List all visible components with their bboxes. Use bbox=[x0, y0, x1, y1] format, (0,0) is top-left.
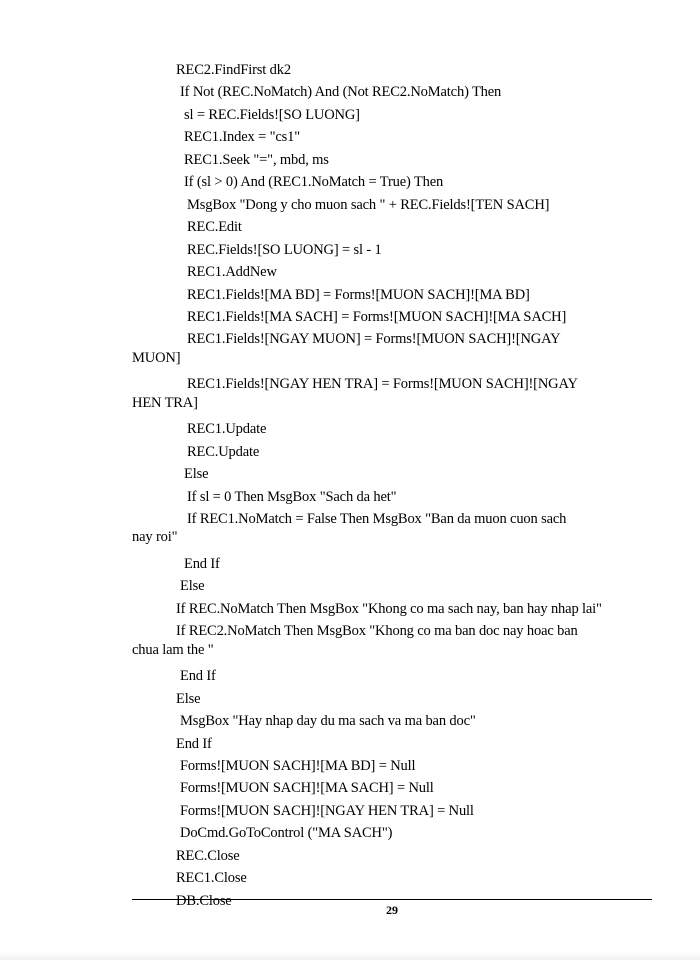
code-line: REC1.Index = "cs1" bbox=[184, 129, 300, 146]
code-line: Else bbox=[180, 578, 205, 595]
code-line: If REC1.NoMatch = False Then MsgBox "Ban da muon cuon sach bbox=[187, 511, 567, 527]
code-line: REC.Update bbox=[187, 443, 260, 460]
code-line: REC.Close bbox=[176, 847, 240, 864]
code-line-continuation: HEN TRA] bbox=[132, 394, 198, 411]
code-line: MsgBox "Hay nhap day du ma sach va ma ban doc" bbox=[180, 713, 476, 730]
code-line: REC1.Close bbox=[176, 870, 247, 887]
code-line: DoCmd.GoToControl ("MA SACH") bbox=[180, 825, 393, 842]
code-line: REC1.Fields![MA SACH] = Forms![MUON SACH]![MA SACH] bbox=[187, 308, 567, 325]
code-line: If Not (REC.NoMatch) And (Not REC2.NoMatch) Then bbox=[180, 84, 502, 101]
code-line: If REC2.NoMatch Then MsgBox "Khong co ma ban doc nay hoac ban bbox=[176, 623, 578, 640]
code-line: DB.Close bbox=[176, 892, 232, 909]
code-line-continuation: nay roi" bbox=[132, 529, 178, 546]
code-line: REC.Fields![SO LUONG] = sl - 1 bbox=[187, 241, 382, 258]
code-line: MsgBox "Dong y cho muon sach " + REC.Fields![TEN SACH] bbox=[187, 196, 550, 213]
code-line: If sl = 0 Then MsgBox "Sach da het" bbox=[187, 488, 397, 505]
code-line: REC1.Seek "=", mbd, ms bbox=[184, 151, 329, 168]
code-line: Forms![MUON SACH]![MA BD] = Null bbox=[180, 757, 416, 774]
code-line: REC1.Fields![NGAY HEN TRA] = Forms![MUON SACH]![NGAY bbox=[187, 376, 578, 393]
code-line-continuation: chua lam the " bbox=[132, 641, 214, 658]
code-line: REC1.Fields![NGAY MUON] = Forms![MUON SACH]![NGAY bbox=[187, 331, 561, 348]
code-line-continuation: MUON] bbox=[132, 349, 181, 366]
code-line: If (sl > 0) And (REC1.NoMatch = True) Then bbox=[184, 174, 444, 191]
code-line: REC.Edit bbox=[187, 219, 242, 236]
code-line: End If bbox=[184, 555, 220, 572]
code-line: sl = REC.Fields![SO LUONG] bbox=[184, 106, 360, 123]
page-bottom-edge bbox=[0, 952, 700, 960]
code-line: End If bbox=[180, 668, 216, 685]
code-line: REC2.FindFirst dk2 bbox=[176, 62, 291, 78]
code-line: REC1.Fields![MA BD] = Forms![MUON SACH]![MA BD] bbox=[187, 286, 530, 303]
page-number: 29 bbox=[386, 903, 398, 917]
code-line: REC1.Update bbox=[187, 421, 267, 438]
code-line: Forms![MUON SACH]![MA SACH] = Null bbox=[180, 780, 434, 797]
code-line: If REC.NoMatch Then MsgBox "Khong co ma sach nay, ban hay nhap lai" bbox=[176, 600, 602, 617]
footer-divider bbox=[132, 899, 652, 900]
code-line: End If bbox=[176, 735, 212, 752]
code-line: REC1.AddNew bbox=[187, 264, 277, 281]
code-line: Forms![MUON SACH]![NGAY HEN TRA] = Null bbox=[180, 802, 474, 819]
code-line: Else bbox=[176, 690, 201, 707]
code-line: Else bbox=[184, 466, 209, 483]
